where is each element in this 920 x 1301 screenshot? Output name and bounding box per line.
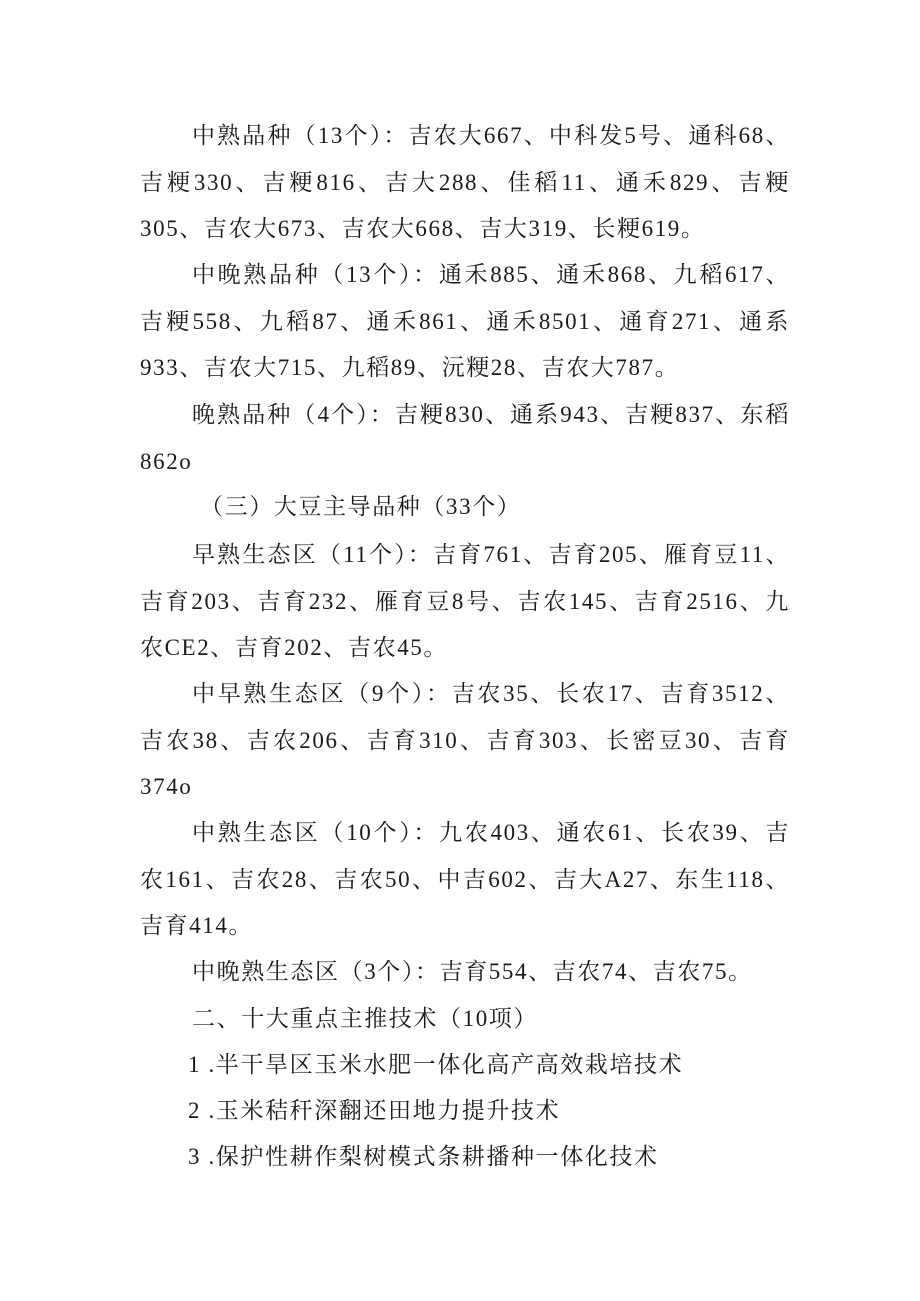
paragraph-rice-mid-late-varieties: 中晚熟品种（13个）：通禾885、通禾868、九稻617、吉粳558、九稻87、通禾861、通禾8501、通育271、通系933、吉农大715、九稻89、沅粳28、吉农大787。: [140, 262, 790, 380]
paragraph-soy-mid-late-zone: 中晚熟生态区（3个）：吉育554、吉农74、吉农75。: [192, 959, 753, 984]
technology-item-1: 1 .半干旱区玉米水肥一体化高产高效栽培技术: [188, 1052, 684, 1077]
paragraph-rice-mid-varieties: 中熟品种（13个）：吉农大667、中科发5号、通科68、吉粳330、吉粳816、吉大288、佳稻11、通禾829、吉粳305、吉农大673、吉农大668、吉大319、长粳619。: [140, 123, 790, 241]
soybean-section-heading: （三）大豆主导品种（33个）: [200, 494, 522, 519]
paragraph-soy-early-zone: 早熟生态区（11个）：吉育761、吉育205、雁育豆11、吉育203、吉育232、雁育豆8号、吉农145、吉育2516、九农CE2、吉育202、吉农45。: [140, 542, 790, 660]
technology-item-3: 3 .保护性耕作梨树模式条耕播种一体化技术: [188, 1144, 659, 1169]
paragraph-soy-mid-early-zone: 中早熟生态区（9个）：吉农35、长农17、吉育3512、吉农38、吉农206、吉育310、吉育303、长密豆30、吉育374o: [140, 681, 790, 799]
technology-section-heading: 二、十大重点主推技术（10项）: [192, 1006, 538, 1031]
paragraph-rice-late-varieties: 晚熟品种（4个）：吉粳830、通系943、吉粳837、东稻862o: [140, 402, 790, 474]
technology-item-2: 2 .玉米秸秆深翻还田地力提升技术: [188, 1098, 561, 1123]
paragraph-soy-mid-zone: 中熟生态区（10个）：九农403、通农61、长农39、吉农161、吉农28、吉农50、中吉602、吉大A27、东生118、吉育414。: [140, 820, 790, 938]
